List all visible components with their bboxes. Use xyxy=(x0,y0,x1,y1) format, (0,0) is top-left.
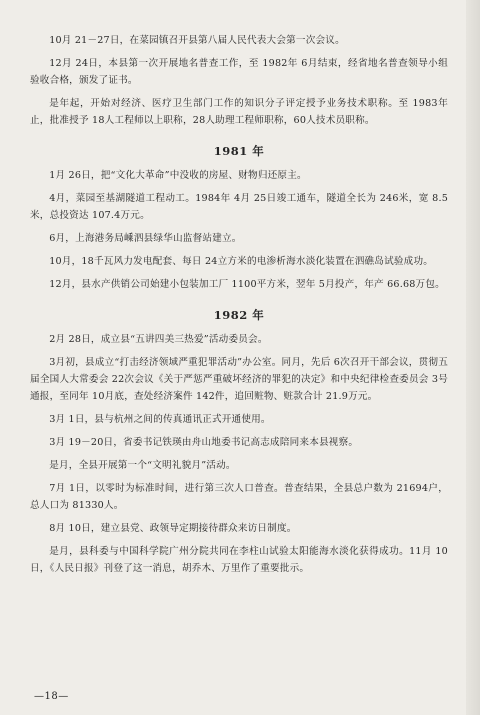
chronicle-entry: 2月 28日，成立县“五讲四美三热爱”活动委员会。 xyxy=(49,334,268,345)
chronicle-entry: 4月，菜园至基湖隧道工程动工。1984年 4月 25日竣工通车，隧道全长为 246米，宽 8.5米，总投资达 107.4万元。 xyxy=(30,193,448,221)
chronicle-entry: 8月 10日，建立县党、政领导定期接待群众来访日制度。 xyxy=(49,523,297,534)
chronicle-entry: 10月，18千瓦风力发电配套、每日 24立方米的电渗析海水淡化装置在泗礁岛试验成功。 xyxy=(49,256,434,267)
chronicle-entry: 12月 24日，本县第一次开展地名普查工作，至 1982年 6月结束，经省地名普查领导小组验收合格，颁发了证书。 xyxy=(30,58,448,86)
chronicle-entry: 7月 1日，以零时为标准时间，进行第三次人口普查。普查结果，全县总户数为 21694户，总人口为 81330人。 xyxy=(30,483,448,511)
chronicle-entry: 3月 1日，县与杭州之间的传真通讯正式开通使用。 xyxy=(49,414,271,425)
chronicle-entry: 是月，县科委与中国科学院广州分院共同在李柱山试验太阳能海水淡化获得成功。11月 10日，《人民日报》刊登了这一消息，胡乔木、万里作了重要批示。 xyxy=(30,546,448,574)
chronicle-entry: 10月 21－27日，在菜园镇召开县第八届人民代表大会第一次会议。 xyxy=(49,35,345,46)
chronicle-entry: 是月，全县开展第一个“文明礼貌月”活动。 xyxy=(49,460,236,471)
chronicle-entry: 6月，上海港务局嵊泗县绿华山监督站建立。 xyxy=(49,233,242,244)
year-heading-1982: 1982 年 xyxy=(213,308,265,322)
year-heading-1981: 1981 年 xyxy=(213,144,265,158)
page-content xyxy=(30,32,448,583)
chronicle-entry: 1月 26日，把“文化大革命”中没收的房屋、财物归还原主。 xyxy=(49,170,307,181)
chronicle-entry: 3月初，县成立“打击经济领域严重犯罪活动”办公室。同月，先后 6次召开干部会议，贯彻五届全国人大常委会 22次会议《关于严惩严重破坏经济的罪犯的决定》和中央纪律检查委员会 3号通报，至同年 10月底，查处经济案件 142件，追回赃物、赃款合计 21.9万元。 xyxy=(30,357,448,402)
page-number: —18— xyxy=(34,691,69,702)
chronicle-entry: 是年起，开始对经济、医疗卫生部门工作的知识分子评定授予业务技术职称。至 1983年止，批准授予 18人工程师以上职称，28人助理工程师职称，60人技术员职称。 xyxy=(30,98,448,126)
page-binding-edge xyxy=(466,0,480,715)
chronicle-entry: 3月 19－20日，省委书记铁瑛由舟山地委书记高志成陪同来本县视察。 xyxy=(49,437,359,448)
chronicle-entry: 12月，县水产供销公司始建小包装加工厂 1100平方米，翌年 5月投产，年产 66.68万包。 xyxy=(49,279,445,290)
